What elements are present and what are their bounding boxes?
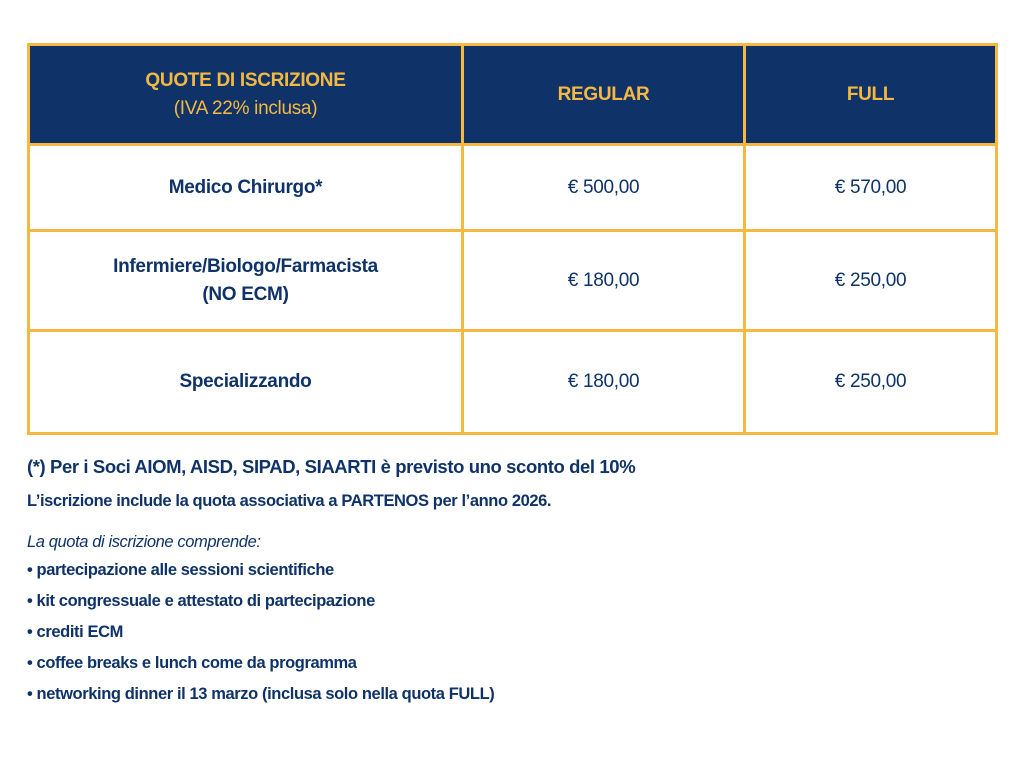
- row-label: [29, 231, 463, 331]
- header-regular: REGULAR: [463, 45, 745, 145]
- regular-price: € 500,00: [463, 145, 745, 231]
- header-title: QUOTE DI ISCRIZIONE: [145, 69, 346, 91]
- header-full: FULL: [745, 45, 997, 145]
- discount-note: (*) Per i Soci AIOM, AISD, SIPAD, SIAARTI è previsto uno sconto del 10%: [27, 456, 636, 477]
- header-category: [29, 45, 463, 145]
- list-item: • crediti ECM: [27, 623, 123, 641]
- regular-price: € 180,00: [463, 331, 745, 434]
- regular-price: € 180,00: [463, 231, 745, 331]
- includes-intro: La quota di iscrizione comprende:: [27, 533, 261, 551]
- full-price: € 250,00: [745, 231, 997, 331]
- list-item: • partecipazione alle sessioni scientifiche: [27, 561, 334, 579]
- table-header: [29, 45, 997, 145]
- row-label: Medico Chirurgo*: [29, 145, 463, 231]
- table-row: [29, 145, 997, 231]
- row-label-line1: Infermiere/Biologo/Farmacista: [113, 255, 378, 277]
- row-label-line2: (NO ECM): [202, 283, 289, 305]
- header-subtitle: (IVA 22% inclusa): [173, 97, 318, 119]
- table-row: [29, 331, 997, 434]
- row-label: Specializzando: [29, 331, 463, 434]
- list-item: • networking dinner il 13 marzo (inclusa solo nella quota FULL): [27, 685, 495, 703]
- list-item: • coffee breaks e lunch come da programma: [27, 654, 357, 672]
- list-item: • kit congressuale e attestato di partecipazione: [27, 592, 375, 610]
- fees-table: [27, 43, 998, 435]
- notes: [27, 456, 635, 716]
- table-row: [29, 231, 997, 331]
- membership-note: L’iscrizione include la quota associativa a PARTENOS per l’anno 2026.: [27, 492, 552, 510]
- full-price: € 250,00: [745, 331, 997, 434]
- full-price: € 570,00: [745, 145, 997, 231]
